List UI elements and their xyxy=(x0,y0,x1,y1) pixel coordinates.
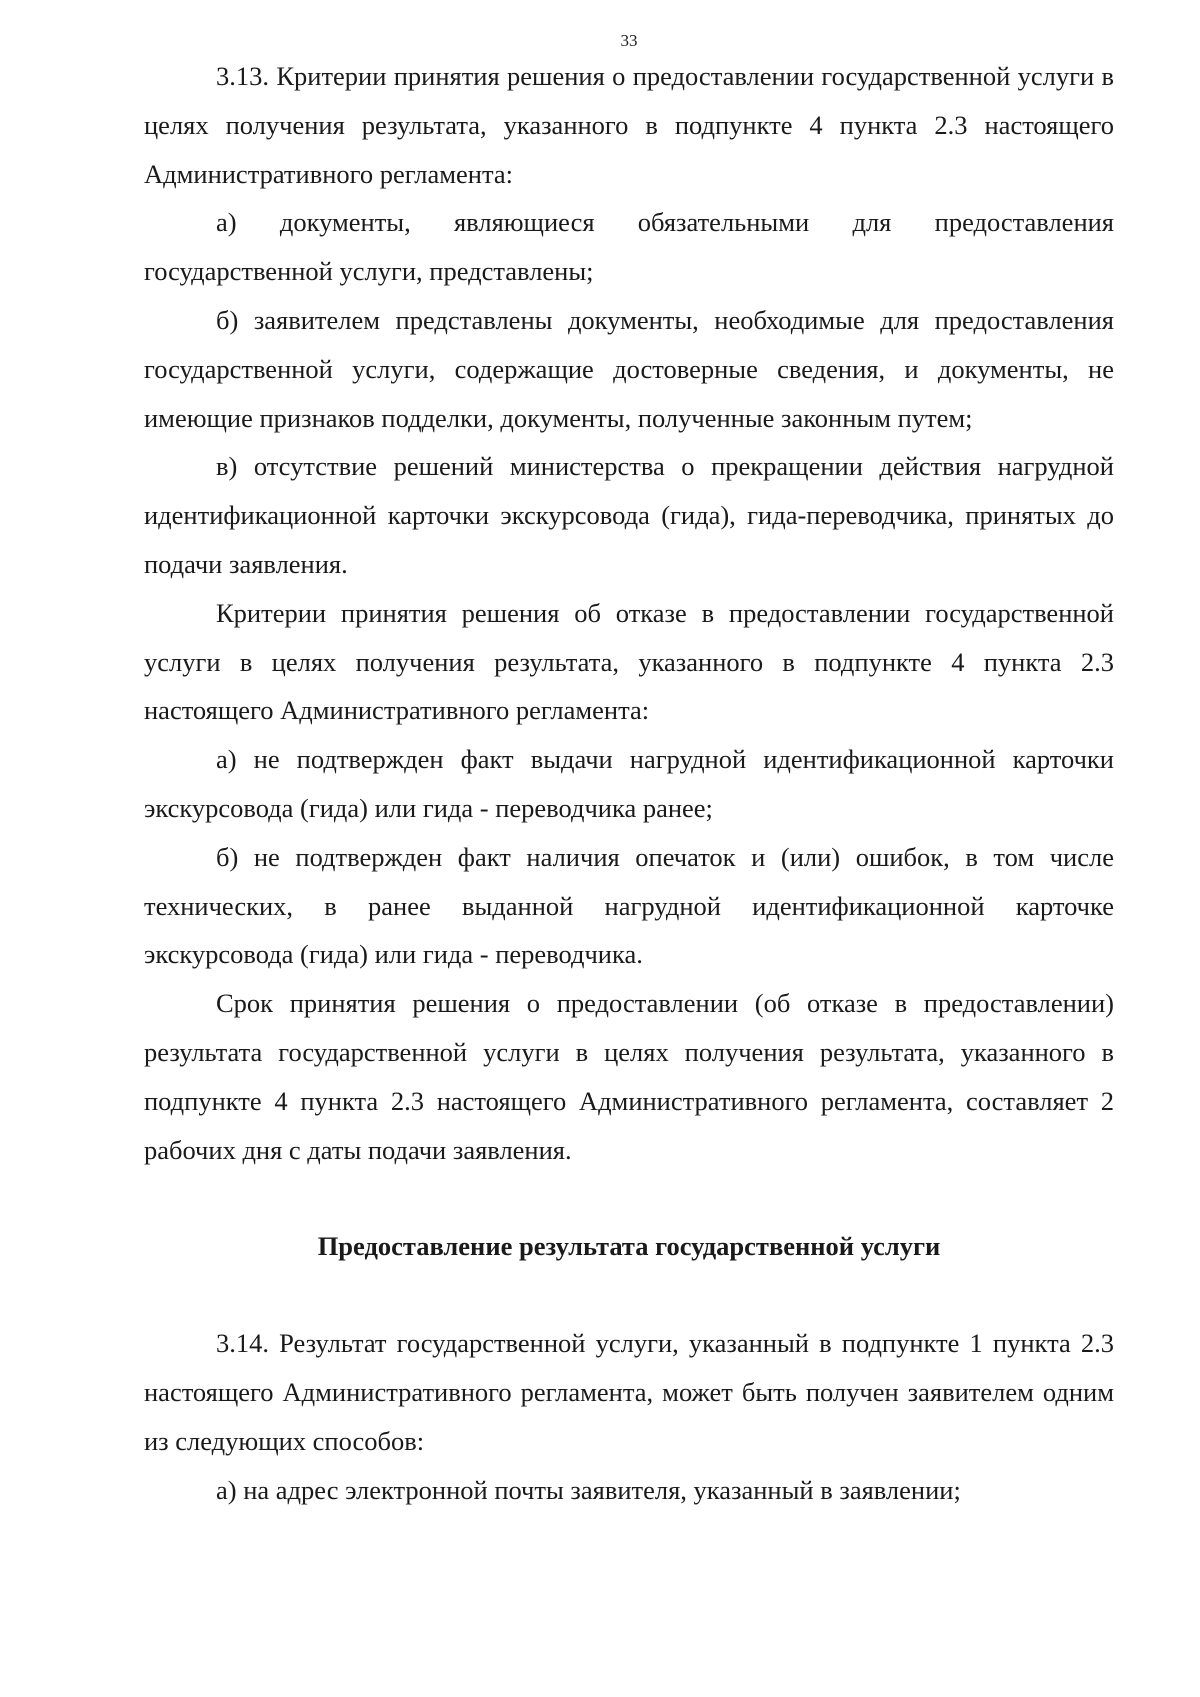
paragraph-decision-term: Срок принятия решения о предоставлении (об отказе в предоставлении) результата государственной услуги в целях получения результата, указанного в подпункте 4 пункта 2.3 настоящего Административного регламента, составляет 2 рабочих дня с даты подачи заявления. xyxy=(144,988,1114,1165)
paragraph-refusal-b: б) не подтвержден факт наличия опечаток и (или) ошибок, в том числе технических, в ранее выданной нагрудной идентификационной карточке экскурсовода (гида) или гида - переводчика. xyxy=(144,841,1114,970)
paragraph-refusal-criteria: Критерии принятия решения об отказе в предоставлении государственной услуги в целях получения результата, указанного в подпункте 4 пункта 2.3 настоящего Административного регламента: xyxy=(144,597,1114,726)
paragraph-refusal-a: а) не подтвержден факт выдачи нагрудной идентификационной карточки экскурсовода (гида) или гида - переводчика ранее; xyxy=(144,744,1114,823)
paragraph-criteria-a: а) документы, являющиеся обязательными для предоставления государственной услуги, представлены; xyxy=(144,207,1114,287)
paragraph-method-a: а) на адрес электронной почты заявителя, указанный в заявлении; xyxy=(216,1474,961,1505)
document-body xyxy=(144,52,1114,1514)
paragraph-criteria-c: в) отсутствие решений министерства о прекращении действия нагрудной идентификационной карточки экскурсовода (гида), гида-переводчика, принятых до подачи заявления. xyxy=(144,451,1114,579)
page-number: 33 xyxy=(620,31,638,50)
paragraph-3-13: 3.13. Критерии принятия решения о предоставлении государственной услуги в целях получения результата, указанного в подпункте 4 пункта 2.3 настоящего Административного регламента: xyxy=(144,61,1114,189)
paragraph-3-14: 3.14. Результат государственной услуги, указанный в подпункте 1 пункта 2.3 настоящего Административного регламента, может быть получен заявителем одним из следующих способов: xyxy=(144,1328,1114,1456)
document-page xyxy=(144,0,1114,1697)
section-heading: Предоставление результата государственной услуги xyxy=(317,1231,941,1262)
paragraph-criteria-b: б) заявителем представлены документы, необходимые для предоставления государственной услуги, содержащие достоверные сведения, и документы, не имеющие признаков подделки, документы, полученные законным путем; xyxy=(144,304,1114,433)
